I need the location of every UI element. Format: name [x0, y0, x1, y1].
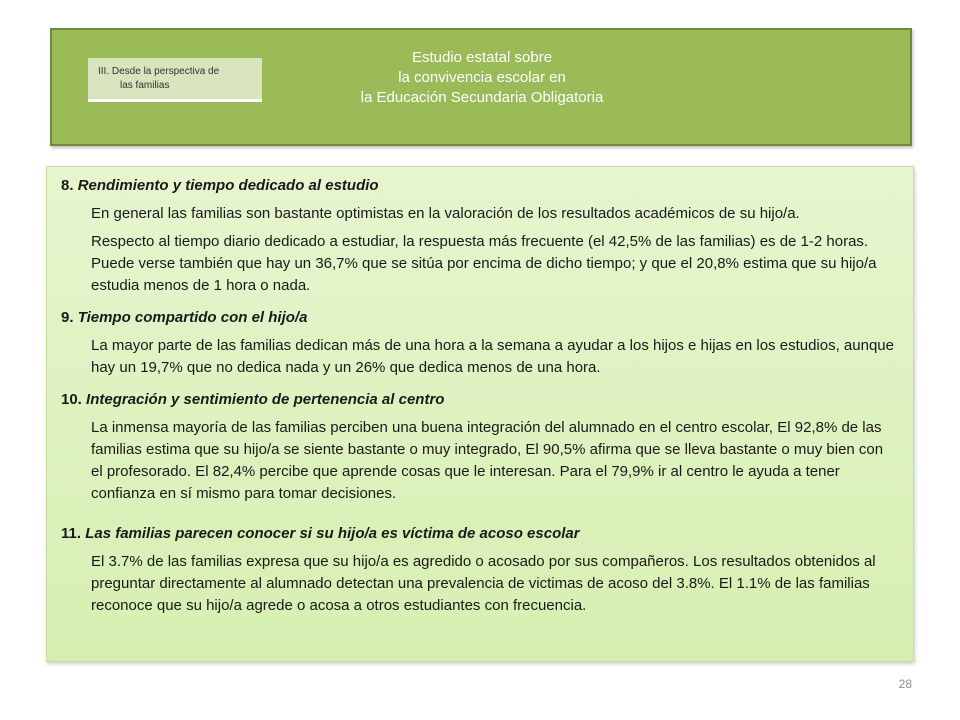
- section-heading: [61, 175, 897, 197]
- section-paragraph: El 3.7% de las familias expresa que su hijo/a es agredido o acosado por sus compañeros. Los resultados obtenidos al preguntar directamente al alumnado detectan una prevalencia de victimas de acoso del 3.8%. El 1.1% de las familias reconoce que su hijo/a agrede o acosa a otros estudiantes con frecuencia.: [91, 553, 876, 614]
- section-heading: [61, 307, 897, 329]
- section-title: Las familias parecen conocer si su hijo/a es víctima de acoso escolar: [85, 525, 580, 542]
- section-paragraph: La inmensa mayoría de las familias perciben una buena integración del alumnado en el centro escolar, El 92,8% de las familias estima que su hijo/a se siente bastante o muy integrado, El 90,5% afirma que se lleva bastante o muy bien con el profesorado. El 82,4% percibe que aprende cosas que le interesan. Para el 79,9% ir al centro le ayuda a tener confianza en sí mismo para tomar decisiones.: [91, 419, 884, 502]
- section-heading: [61, 389, 897, 411]
- section-11: [61, 523, 897, 617]
- title-line3: la Educación Secundaria Obligatoria: [360, 89, 604, 106]
- section-label: [88, 58, 262, 102]
- title-line2: la convivencia escolar en: [398, 69, 566, 86]
- page-number: 28: [898, 677, 912, 691]
- section-title: Tiempo compartido con el hijo/a: [77, 309, 308, 326]
- header-banner: [50, 28, 912, 146]
- section-10: [61, 389, 897, 505]
- section-number: 11.: [61, 525, 82, 542]
- title-line1: Estudio estatal sobre: [411, 49, 553, 66]
- section-paragraph: Respecto al tiempo diario dedicado a estudiar, la respuesta más frecuente (el 42,5% de las familias) es de 1-2 horas. Puede verse también que hay un 36,7% que se sitúa por encima de dicho tiempo; y que el 20,8% estima que su hijo/a estudia menos de 1 hora o nada.: [91, 233, 877, 294]
- section-title: Rendimiento y tiempo dedicado al estudio: [77, 177, 379, 194]
- section-9: [61, 307, 897, 379]
- section-number: 9.: [61, 309, 74, 326]
- slide-title: [282, 48, 682, 108]
- section-paragraph: En general las familias son bastante optimistas en la valoración de los resultados académicos de su hijo/a.: [91, 205, 800, 222]
- section-heading: [61, 523, 897, 545]
- section-8: [61, 175, 897, 297]
- section-number: 8.: [61, 177, 74, 194]
- section-label-line2: las familias: [120, 80, 170, 91]
- section-number: 10.: [61, 391, 82, 408]
- section-title: Integración y sentimiento de pertenencia al centro: [86, 391, 445, 408]
- section-label-line1: III. Desde la perspectiva de: [98, 66, 220, 77]
- section-paragraph: La mayor parte de las familias dedican más de una hora a la semana a ayudar a los hijos e hijas en los estudios, aunque hay un 19,7% que no dedica nada y un 26% que dedica menos de una hora.: [91, 337, 894, 376]
- content-box: [46, 166, 914, 662]
